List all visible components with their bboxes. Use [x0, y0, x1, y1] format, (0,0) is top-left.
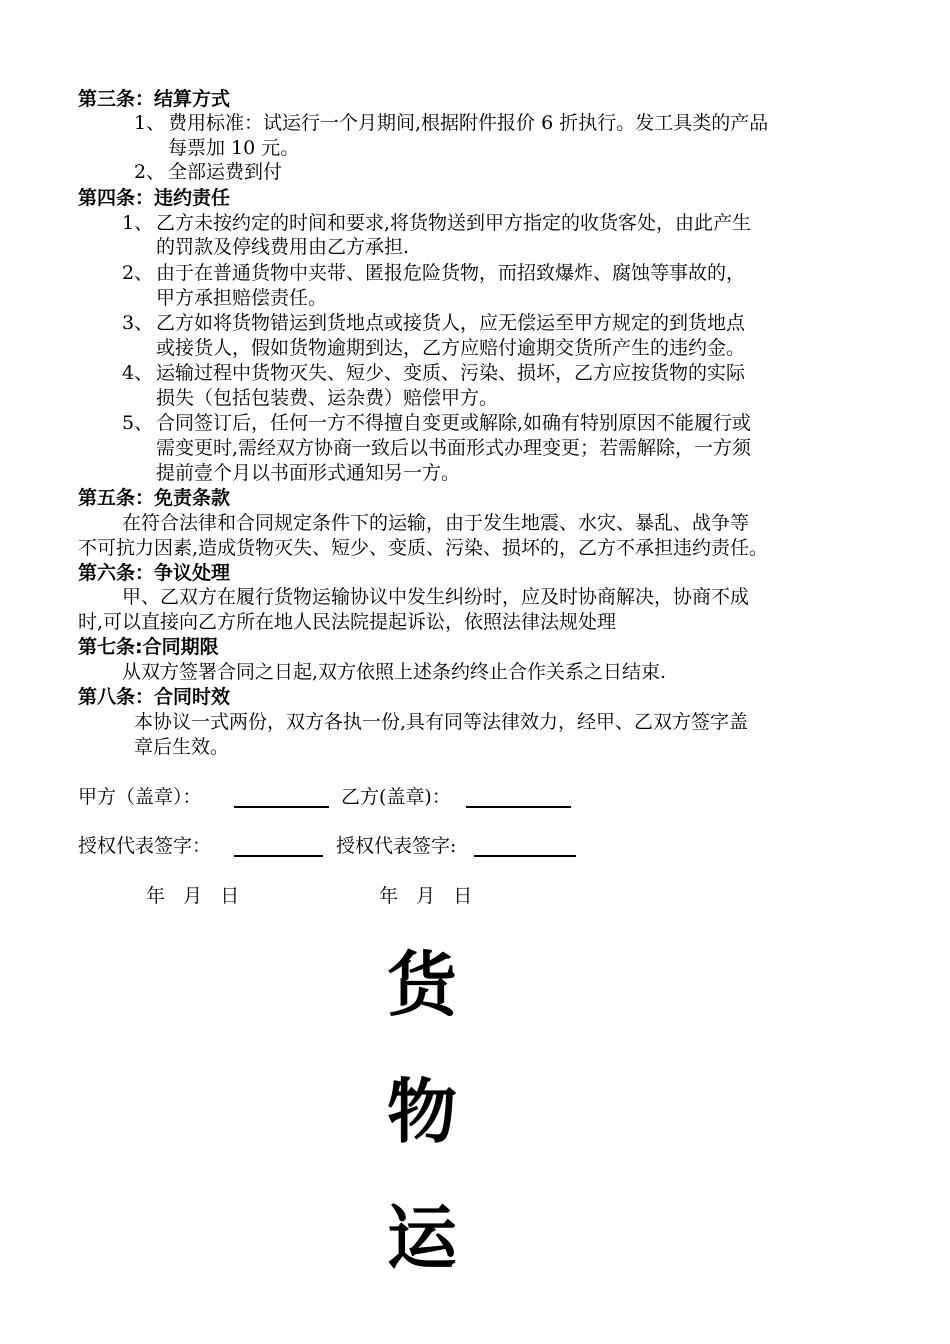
art3-item2-line1: 全部运费到付	[168, 161, 283, 183]
art5-line1: 在符合法律和合同规定条件下的运输，由于发生地震、水灾、暴乱、战争等	[122, 512, 750, 534]
art4-item2-number: 2、	[122, 262, 154, 284]
party-a-rep-line[interactable]	[234, 835, 323, 857]
art4-item5-line1: 合同签订后，任何一方不得擅自变更或解除,如确有特别原因不能履行或	[156, 412, 752, 434]
art4-item1-number: 1、	[122, 212, 154, 234]
title-char-3: 运	[387, 1197, 457, 1279]
party-b-rep-label: 授权代表签字:	[336, 835, 457, 857]
art4-item4-number: 4、	[122, 362, 154, 384]
art4-item4-line2: 损失（包括包装费、运杂费）赔偿甲方。	[156, 387, 499, 409]
art4-item2-line1: 由于在普通货物中夹带、匿报危险货物，而招致爆炸、腐蚀等事故的，	[156, 262, 746, 284]
art3-item1-number: 1、	[134, 112, 166, 134]
art3-item2-number: 2、	[134, 161, 166, 183]
art4-item1-line1: 乙方未按约定的时间和要求,将货物送到甲方指定的收货客处，由此产生	[156, 212, 752, 234]
party-a-seal-label: 甲方（盖章）：	[78, 786, 202, 808]
party-a-seal-line[interactable]	[234, 786, 329, 808]
art4-item5-line3: 提前壹个月以书面形式通知另一方。	[156, 462, 461, 484]
party-b-date: 年 月 日	[379, 885, 473, 907]
article-6-heading: 第六条：争议处理	[78, 562, 231, 584]
art4-item2-line2: 甲方承担赔偿责任。	[156, 287, 328, 309]
art6-line1: 甲、乙双方在履行货物运输协议中发生纠纷时，应及时协商解决，协商不成	[122, 586, 750, 608]
party-b-rep-line[interactable]	[474, 835, 576, 857]
art6-line2: 时,可以直接向乙方所在地人民法院提起诉讼，依照法律法规处理	[78, 611, 617, 633]
art4-item5-line2: 需变更时,需经双方协商一致后以书面形式办理变更；若需解除，一方须	[156, 437, 752, 459]
art5-line2: 不可抗力因素,造成货物灭失、短少、变质、污染、损坏的，乙方不承担违约责任。	[78, 537, 769, 559]
art4-item4-line1: 运输过程中货物灭失、短少、变质、污染、损坏，乙方应按货物的实际	[156, 362, 746, 384]
art4-item3-number: 3、	[122, 312, 154, 334]
title-char-2: 物	[387, 1071, 457, 1153]
article-3-heading: 第三条：结算方式	[78, 88, 231, 110]
article-7-heading: 第七条:合同期限	[78, 636, 219, 658]
art4-item3-line2: 或接货人，假如货物逾期到达，乙方应赔付逾期交货所产生的违约金。	[156, 337, 746, 359]
art4-item5-number: 5、	[122, 412, 154, 434]
art8-line1: 本协议一式两份，双方各执一份,具有同等法律效力，经甲、乙双方签字盖	[134, 711, 749, 733]
party-a-date: 年 月 日	[146, 885, 240, 907]
art7-line1: 从双方签署合同之日起,双方依照上述条约终止合作关系之日结束.	[122, 661, 667, 683]
art4-item1-line2: 的罚款及停线费用由乙方承担.	[156, 236, 410, 258]
party-a-rep-label: 授权代表签字：	[78, 835, 212, 857]
art3-item1-line1: 费用标准：试运行一个月期间,根据附件报价 6 折执行。发工具类的产品	[168, 112, 769, 134]
party-b-seal-line[interactable]	[466, 786, 571, 808]
article-5-heading: 第五条：免责条款	[78, 487, 231, 509]
art4-item3-line1: 乙方如将货物错运到货地点或接货人，应无偿运至甲方规定的到货地点	[156, 312, 746, 334]
article-8-heading: 第八条：合同时效	[78, 686, 231, 708]
article-4-heading: 第四条：违约责任	[78, 187, 231, 209]
art8-line2: 章后生效。	[134, 736, 230, 758]
party-b-seal-label: 乙方(盖章)：	[341, 786, 451, 808]
art3-item1-line2: 每票加 10 元。	[168, 137, 300, 159]
title-char-1: 货	[387, 944, 457, 1026]
